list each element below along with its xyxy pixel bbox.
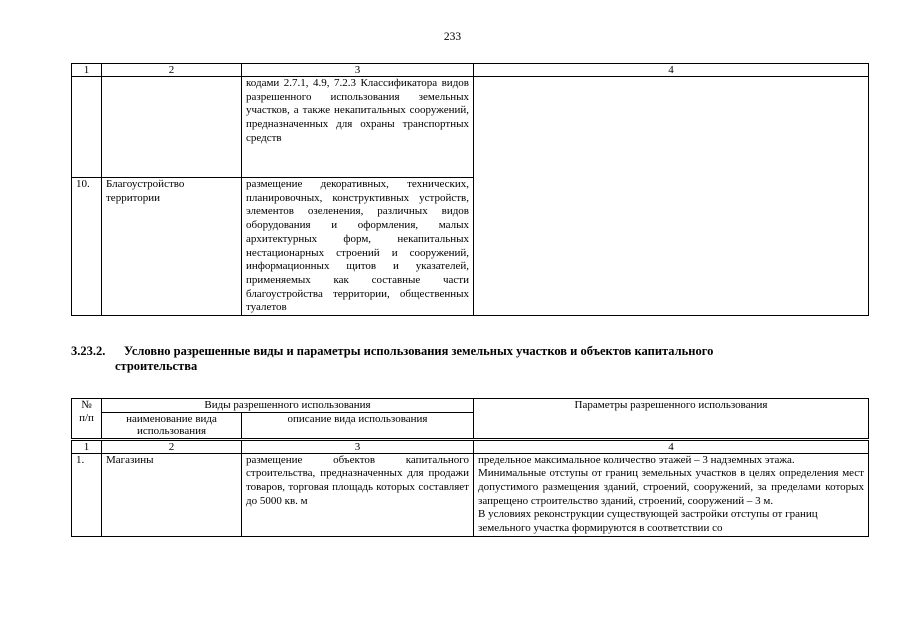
page-number: 233 — [443, 31, 462, 43]
header-use-description: описание вида использования — [242, 412, 474, 439]
row-number-cell — [72, 77, 102, 178]
header-use-name: наименование вида использования — [102, 412, 242, 439]
uses-table — [71, 398, 869, 537]
use-description-cell: размещение декоративных, технических, планировочных, конструктивных устройств, элементов озеленения, различных видов оборудования и оформления, малых архитектурных форм, некапитальных нестационарных строений и сооружений, информационных щитов и указателей, применяемых как составные части благоустройства территории, общественных туалетов — [242, 178, 474, 316]
use-name-cell — [102, 77, 242, 178]
params-paragraph: предельное максимальное количество этажей – 3 надземных этажа. — [478, 453, 795, 466]
section-title-line: строительства — [115, 359, 198, 373]
params-paragraph: Минимальные отступы от границ земельных участков в целях определения мест допустимого размещения зданий, строений, сооружений, за пределами которых запрещено строительство зданий, строений, сооружений – 3 м. — [478, 467, 864, 507]
column-number: 2 — [102, 64, 242, 77]
column-number: 4 — [474, 439, 869, 453]
column-number: 1 — [72, 64, 102, 77]
row-number-cell: 10. — [72, 178, 102, 316]
column-number-row — [72, 64, 869, 77]
continued-table — [71, 63, 869, 316]
section-number: 3.23.2. — [71, 344, 106, 358]
header-number: № п/п — [72, 399, 102, 440]
column-number: 2 — [102, 439, 242, 453]
header-row — [72, 399, 869, 413]
section-title-line: Условно разрешенные виды и параметры использования земельных участков и объектов капитального — [124, 344, 714, 358]
row-number-cell: 1. — [72, 453, 102, 536]
column-number: 4 — [474, 64, 869, 77]
use-name-cell: Благоустройство территории — [102, 178, 242, 316]
header-group: Виды разрешенного использования — [102, 399, 474, 413]
params-cell — [474, 453, 869, 536]
use-description-cell: кодами 2.7.1, 4.9, 7.2.3 Классификатора видов разрешенного использования земельных участков, а также некапитальных сооружений, предназначенных для охраны транспортных средств — [242, 77, 474, 178]
table-row — [72, 453, 869, 536]
params-paragraph: В условиях реконструкции существующей застройки отступы от границ земельного участка формируются в соответствии со — [478, 508, 818, 535]
table-row — [72, 77, 869, 178]
column-number-row — [72, 439, 869, 453]
params-cell — [474, 77, 869, 316]
use-description-cell: размещение объектов капитального строительства, предназначенных для продажи товаров, торговая площадь которых составляет до 5000 кв. м — [242, 453, 474, 536]
column-number: 3 — [242, 64, 474, 77]
section-heading — [71, 344, 868, 374]
header-params: Параметры разрешенного использования — [474, 399, 869, 440]
column-number: 3 — [242, 439, 474, 453]
column-number: 1 — [72, 439, 102, 453]
use-name-cell: Магазины — [102, 453, 242, 536]
